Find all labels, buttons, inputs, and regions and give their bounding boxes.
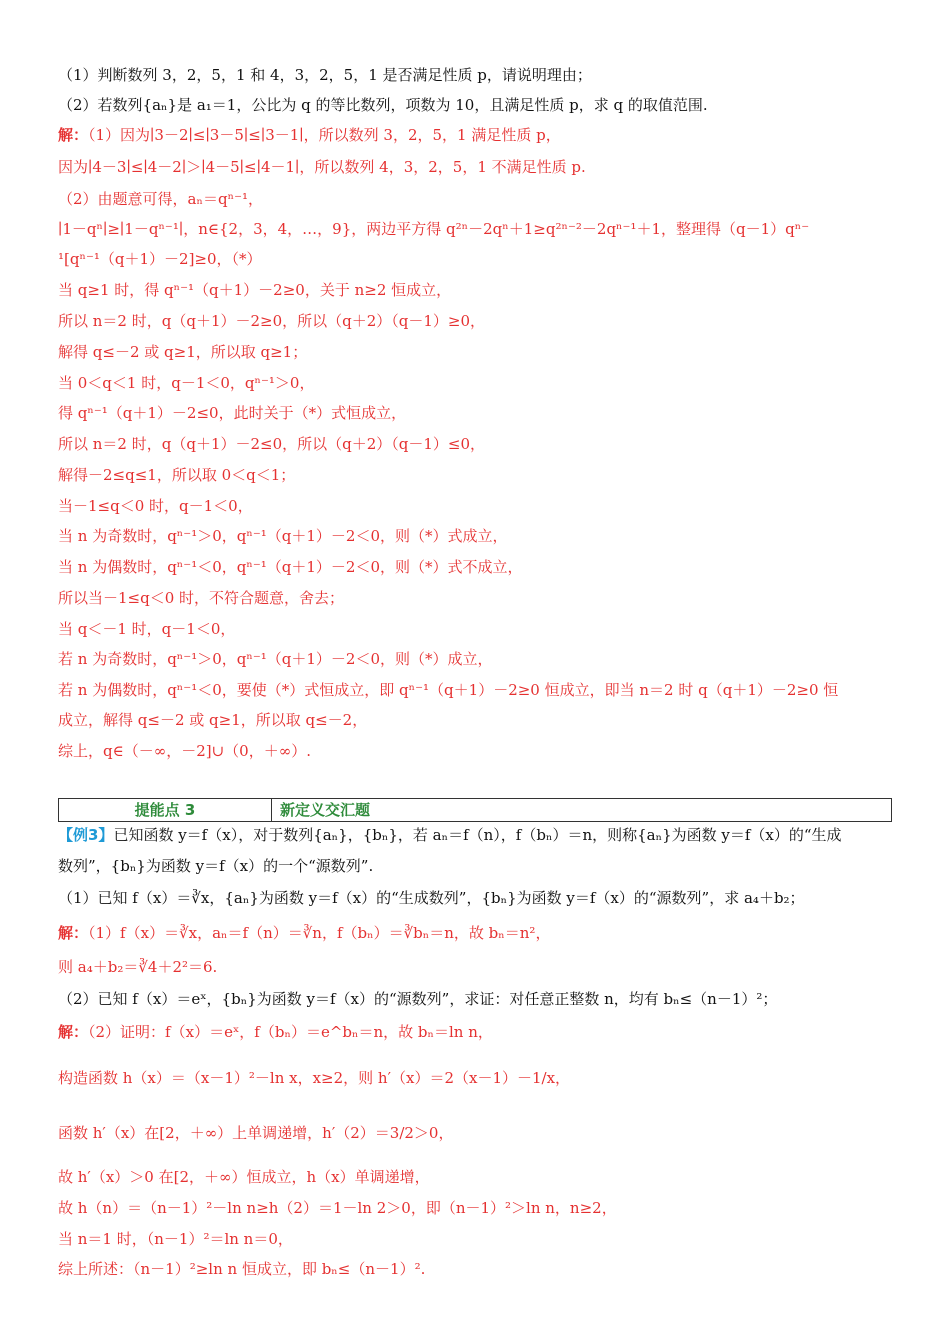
solution-line: 则 a₄＋b₂＝∛4＋2²＝6. [58,958,218,976]
solution-line: 若 n 为偶数时，qⁿ⁻¹＜0，要使（*）式恒成立，即 qⁿ⁻¹（q＋1）－2≥0 恒成立，即当 n＝2 时 q（q＋1）－2≥0 恒 [58,681,839,699]
solution-line: 故 h（n）＝（n－1）²－ln n≥h（2）＝1－ln 2＞0，即（n－1）²＞ln n，n≥2， [58,1199,617,1217]
section-title: 新定义交汇题 [280,801,371,819]
example-part-2: （2）已知 f（x）＝eˣ，{bₙ}为函数 y＝f（x）的“源数列”，求证：对任意正整数 n，均有 bₙ≤（n－1）²； [58,990,778,1008]
solution-line: 综上所述：（n－1）²≥ln n 恒成立，即 bₙ≤（n－1）². [58,1260,426,1278]
solution-line: 若 n 为奇数时，qⁿ⁻¹＞0，qⁿ⁻¹（q＋1）－2＜0，则（*）成立， [58,650,493,668]
solution-label: 解： [58,924,89,942]
solution-line: 所以 n＝2 时，q（q＋1）－2≤0，所以（q＋2）（q－1）≤0， [58,435,486,453]
example-part-1: （1）已知 f（x）＝∛x，{aₙ}为函数 y＝f（x）的“生成数列”，{bₙ}为函数 y＝f（x）的“源数列”，求 a₄＋b₂； [58,889,805,907]
section-label: 提能点 3 [59,799,272,821]
solution-line: 解：（2）证明：f（x）＝eˣ，f（bₙ）＝e^bₙ＝n，故 bₙ＝ln n， [58,1023,493,1041]
solution-label: 解： [58,1023,89,1041]
solution-line: 所以当－1≤q＜0 时，不符合题意，舍去； [58,589,345,607]
solution-line: 当 0＜q＜1 时，q－1＜0，qⁿ⁻¹＞0， [58,374,315,392]
solution-line: 所以 n＝2 时，q（q＋1）－2≥0，所以（q＋2）（q－1）≥0， [58,312,486,330]
solution-line: 构造函数 h（x）＝（x－1）²－ln x，x≥2，则 h′（x）＝2（x－1）－1/x， [58,1069,571,1087]
solution-line: 当 q＜－1 时，q－1＜0， [58,620,236,638]
example-tag: 【例3】 [58,826,114,844]
solution-line: 当 n 为偶数时，qⁿ⁻¹＜0，qⁿ⁻¹（q＋1）－2＜0，则（*）式不成立， [58,558,523,576]
solution-line: 当 n 为奇数时，qⁿ⁻¹＞0，qⁿ⁻¹（q＋1）－2＜0，则（*）式成立， [58,527,508,545]
example-statement: 数列”，{bₙ}为函数 y＝f（x）的一个“源数列”. [58,857,374,875]
solution-line: 解得 q≤－2 或 q≥1，所以取 q≥1； [58,343,308,361]
question-part-2: （2）若数列{aₙ}是 a₁＝1，公比为 q 的等比数列，项数为 10，且满足性质 p，求 q 的取值范围. [58,96,708,114]
example-statement: 【例3】已知函数 y＝f（x），对于数列{aₙ}，{bₙ}，若 aₙ＝f（n），f（bₙ）＝n，则称{aₙ}为函数 y＝f（x）的“生成 [58,826,842,844]
solution-line: 解得－2≤q≤1，所以取 0＜q＜1； [58,466,296,484]
solution-line: 解：（1）f（x）＝∛x，aₙ＝f（n）＝∛n，f（bₙ）＝∛bₙ＝n，故 bₙ＝n²， [58,924,551,942]
solution-line: 函数 h′（x）在[2，＋∞）上单调递增，h′（2）＝3/2＞0， [58,1124,454,1142]
solution-line: 因为∣4－3∣≤∣4－2∣＞∣4－5∣≤∣4－1∣，所以数列 4，3，2，5，1 不满足性质 p. [58,158,586,176]
solution-line: 解：（1）因为∣3－2∣≤∣3－5∣≤∣3－1∣，所以数列 3，2，5，1 满足性质 p， [58,126,561,144]
solution-line: 得 qⁿ⁻¹（q＋1）－2≤0，此时关于（*）式恒成立， [58,404,407,422]
solution-line: ∣1－qⁿ∣≥∣1－qⁿ⁻¹∣，n∈{2，3，4，…，9}，两边平方得 q²ⁿ－2qⁿ＋1≥q²ⁿ⁻²－2qⁿ⁻¹＋1，整理得（q－1）qⁿ⁻ [58,220,810,238]
solution-line: 当－1≤q＜0 时，q－1＜0， [58,497,253,515]
solution-line: 当 q≥1 时，得 qⁿ⁻¹（q＋1）－2≥0，关于 n≥2 恒成立， [58,281,452,299]
solution-line: 故 h′（x）＞0 在[2，＋∞）恒成立，h（x）单调递增， [58,1168,430,1186]
solution-label: 解： [58,126,89,144]
section-header-table [58,798,892,822]
solution-line: 成立，解得 q≤－2 或 q≥1，所以取 q≤－2， [58,711,368,729]
solution-line: 当 n＝1 时，（n－1）²＝ln n＝0， [58,1230,293,1248]
solution-line: （2）由题意可得，aₙ＝qⁿ⁻¹， [58,190,263,208]
solution-line: 综上，q∈（－∞，－2]∪（0，＋∞）. [58,742,311,760]
solution-line: ¹[qⁿ⁻¹（q＋1）－2]≥0，（*） [58,250,262,268]
question-part-1: （1）判断数列 3，2，5，1 和 4，3，2，5，1 是否满足性质 p，请说明理由； [58,66,592,84]
